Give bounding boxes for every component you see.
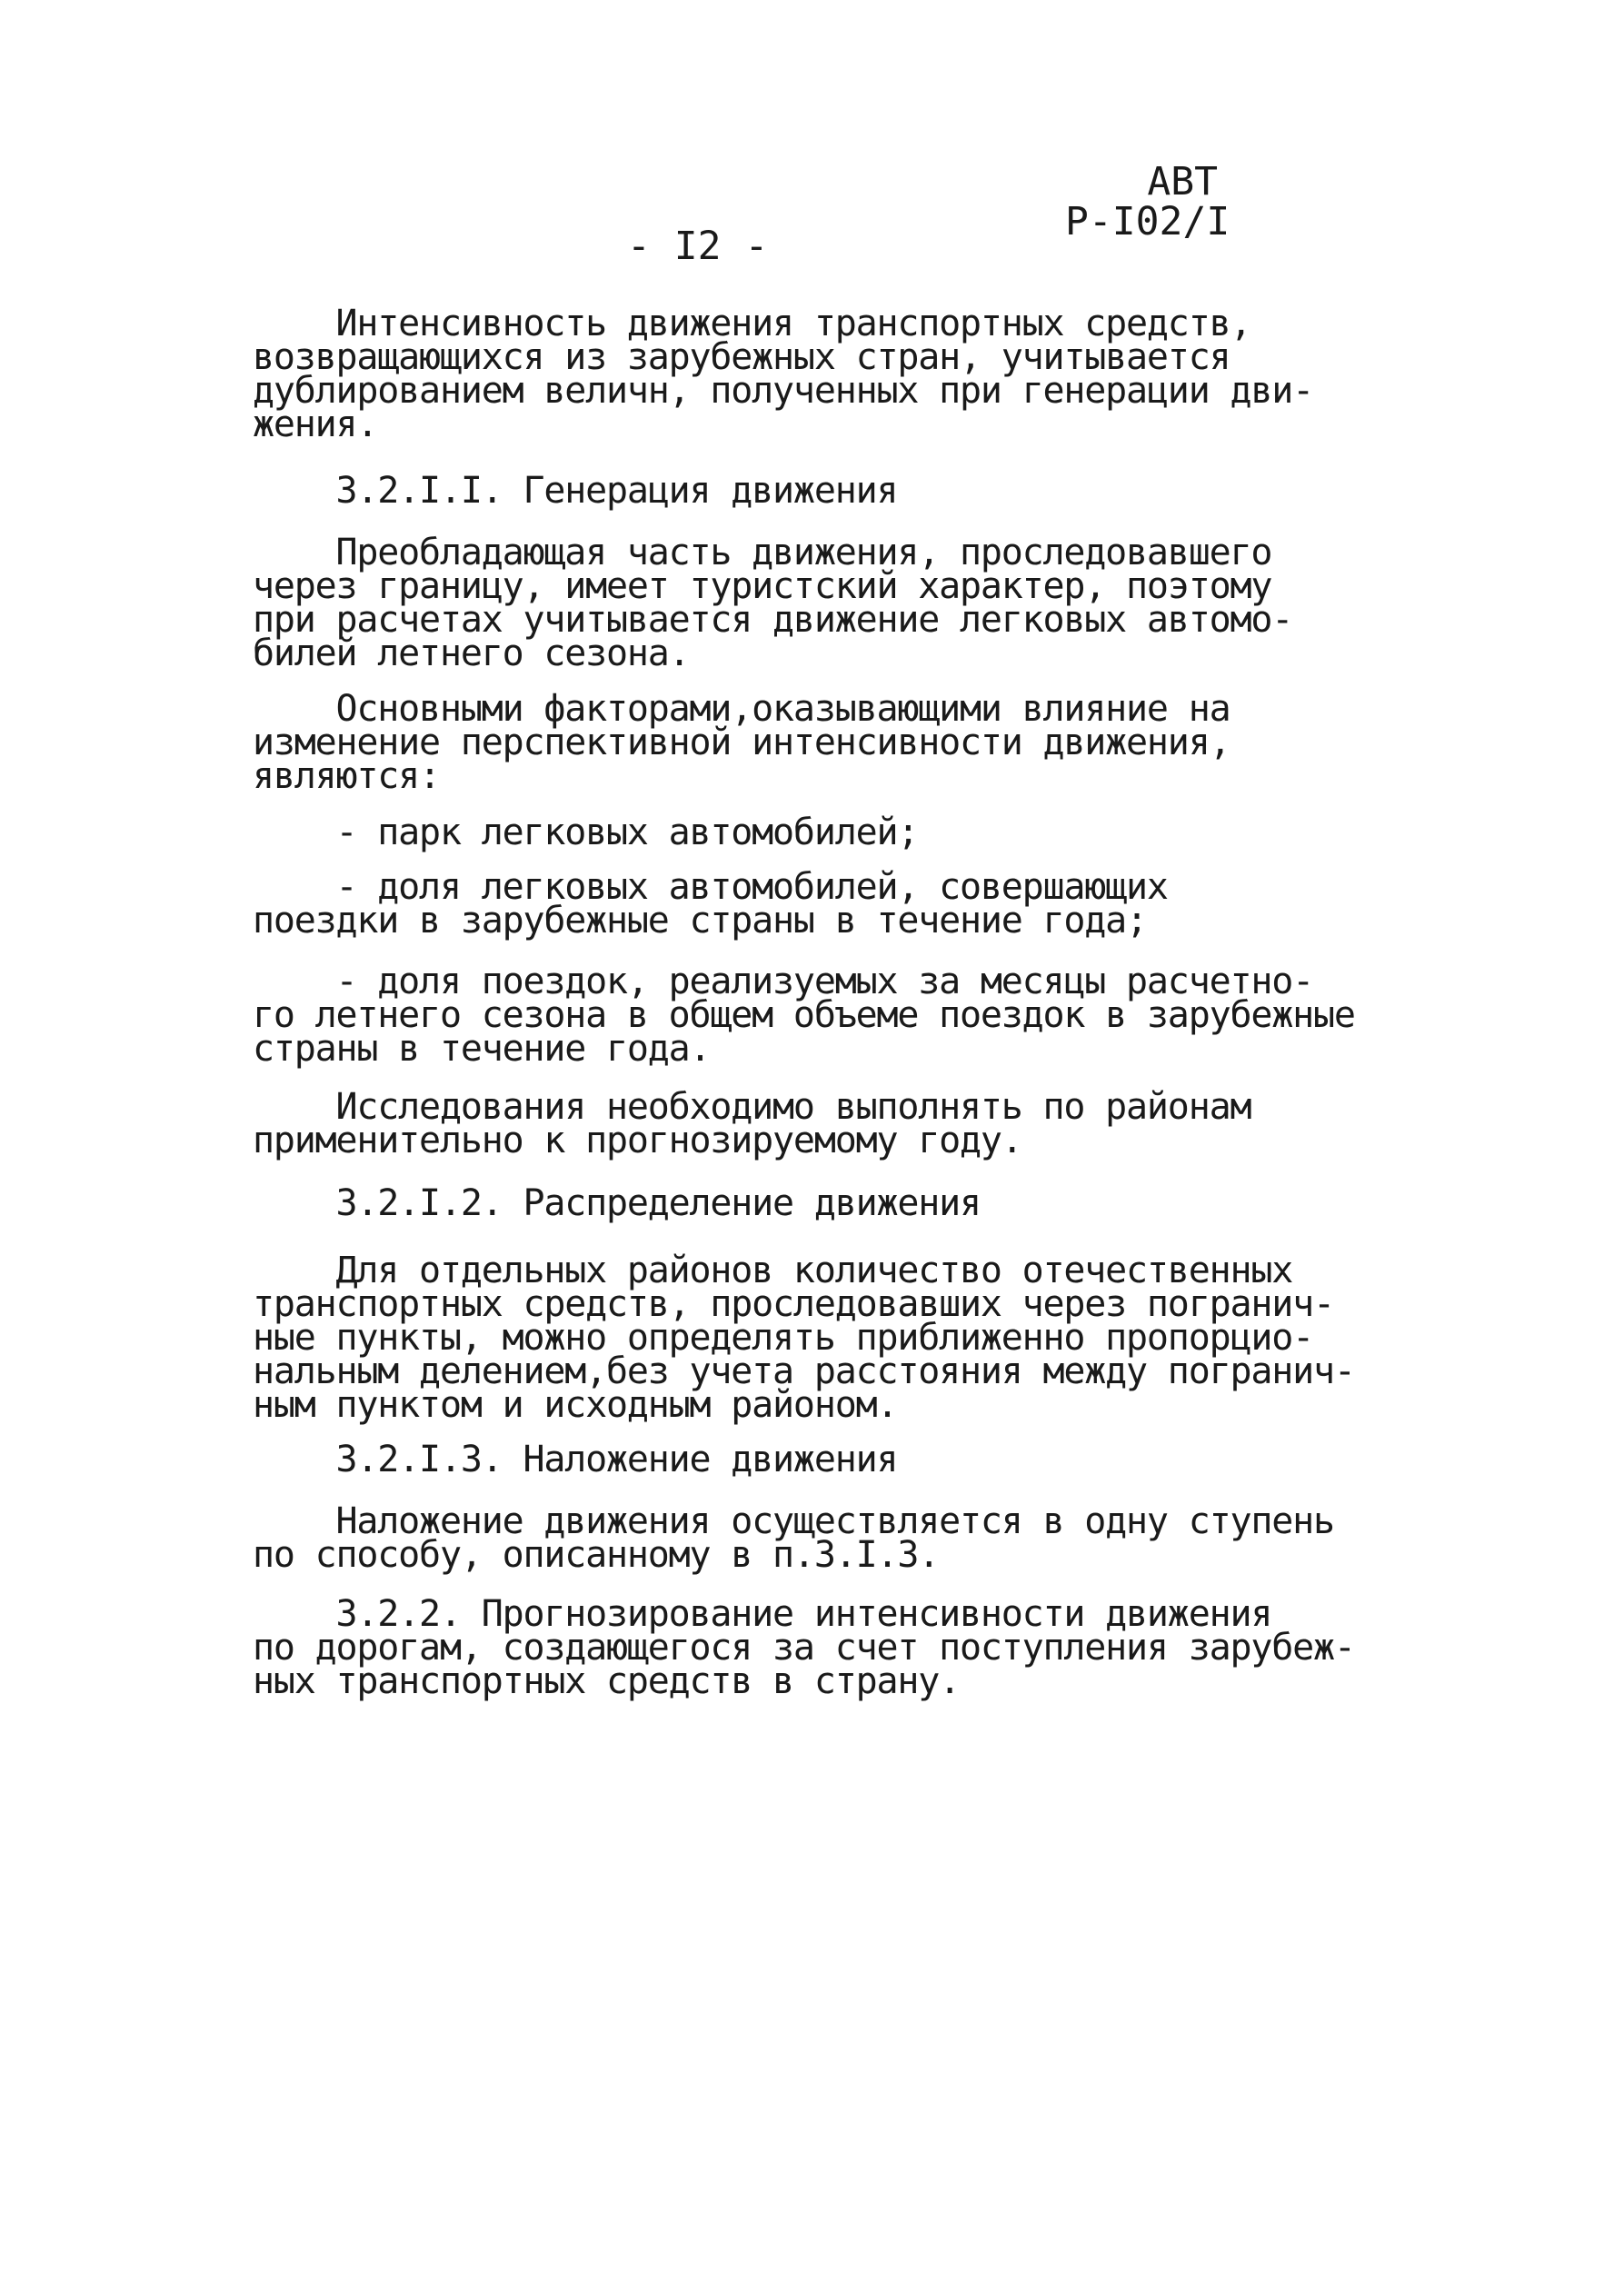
paragraph-return-traffic	[253, 303, 1313, 445]
text-line: билей летнего сезона.	[253, 633, 690, 674]
section-heading-3-2-1-2	[253, 1182, 981, 1224]
list-item-share-of-trips	[253, 961, 1355, 1070]
document-code	[1065, 159, 1230, 244]
text-line: применительно к прогнозируемому году.	[253, 1120, 1022, 1161]
paragraph-tourist-traffic	[253, 532, 1293, 674]
text-line: ных транспортных средств в страну.	[253, 1660, 960, 1702]
text-line: являются:	[253, 755, 440, 797]
text-line: нальным делением,без учета расстояния между погранич-	[253, 1350, 1355, 1392]
page-number: - I2 -	[627, 224, 769, 269]
text-line: возвращающихся из зарубежных стран, учитывается	[253, 336, 1230, 378]
text-line: по дорогам, создающегося за счет поступления зарубеж-	[253, 1627, 1355, 1669]
text-line: по способу, описанному в п.3.I.3.	[253, 1534, 940, 1576]
heading-line: 3.2.I.2. Распределение движения	[253, 1182, 981, 1224]
document-code-line-2: Р-I02/I	[1065, 199, 1230, 244]
text-line: ным пунктом и исходным районом.	[253, 1384, 898, 1426]
text-line: Преобладающая часть движения, проследовавшего	[253, 532, 1272, 573]
section-heading-3-2-1-3	[253, 1439, 898, 1480]
text-line: Интенсивность движения транспортных средств,	[253, 303, 1251, 344]
text-line: Наложение движения осуществляется в одну ступень	[253, 1500, 1334, 1542]
text-line: го летнего сезона в общем объеме поездок в зарубежные	[253, 994, 1355, 1036]
text-line: жения.	[253, 404, 378, 445]
text-line: Исследования необходимо выполнять по районам	[253, 1086, 1251, 1128]
text-line: дублированием величн, полученных при генерации дви-	[253, 370, 1313, 412]
heading-line: 3.2.I.I. Генерация движения	[253, 470, 898, 512]
paragraph-traffic-distribution	[253, 1250, 1355, 1426]
heading-line: 3.2.I.3. Наложение движения	[253, 1439, 898, 1480]
paragraph-research-by-region	[253, 1086, 1251, 1161]
paragraph-main-factors	[253, 688, 1230, 797]
text-line: - доля поездок, реализуемых за месяцы расчетно-	[253, 961, 1313, 1002]
text-line: - парк легковых автомобилей;	[253, 812, 919, 853]
text-line: Основными факторами,оказывающими влияние на	[253, 688, 1230, 730]
text-line: ные пункты, можно определять приближенно пропорцио-	[253, 1317, 1313, 1359]
text-line: через границу, имеет туристский характер, поэтому	[253, 565, 1272, 607]
document-code-line-1: АВТ	[1147, 159, 1218, 204]
text-line: - доля легковых автомобилей, совершающих	[253, 866, 1168, 908]
text-line: 3.2.2. Прогнозирование интенсивности движения	[253, 1593, 1272, 1635]
paragraph-traffic-assignment	[253, 1500, 1334, 1576]
text-line: при расчетах учитывается движение легковых автомо-	[253, 599, 1293, 641]
text-line: транспортных средств, проследовавших через погранич-	[253, 1283, 1334, 1325]
text-line: изменение перспективной интенсивности движения,	[253, 722, 1230, 763]
section-heading-3-2-1-1	[253, 470, 898, 512]
list-item-share-of-cars	[253, 866, 1168, 942]
text-line: страны в течение года.	[253, 1028, 711, 1070]
list-item-car-fleet	[253, 812, 919, 853]
text-line: поездки в зарубежные страны в течение года;	[253, 900, 1147, 942]
text-line: Для отдельных районов количество отечественных	[253, 1250, 1293, 1291]
section-3-2-2	[253, 1593, 1355, 1702]
